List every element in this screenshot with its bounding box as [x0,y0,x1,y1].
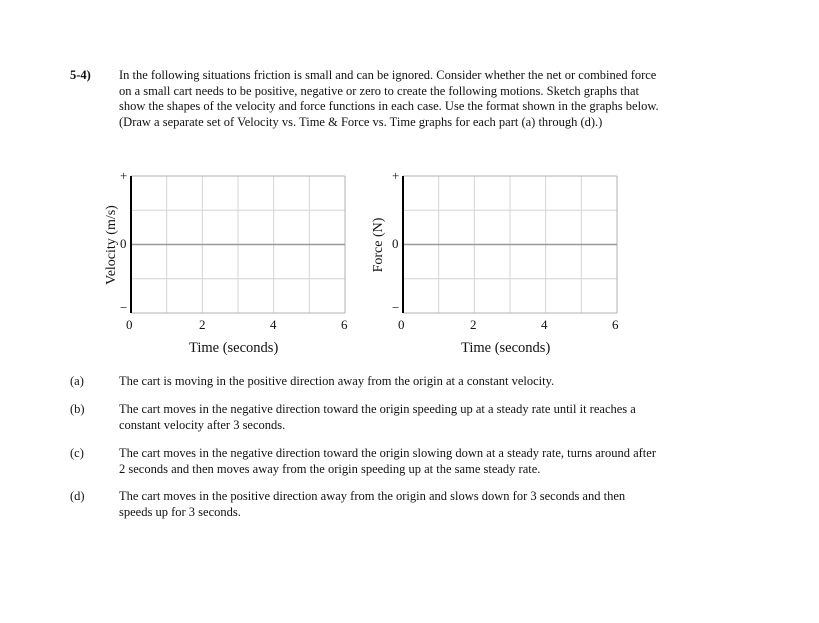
part-d-text: The cart moves in the positive direction away from the origin and slows down for 3 seconds and then speeds up for 3 seconds. [119,489,626,519]
part-b-text: The cart moves in the negative direction toward the origin speeding up at a steady rate until it reaches a constant velocity after 3 seconds. [119,402,636,432]
y-tick-plus: + [392,168,400,183]
time-axis-label: Time (seconds) [461,340,551,356]
part-c-label: (c) [70,446,84,460]
part-c-text: The cart moves in the negative direction toward the origin slowing down at a steady rate, turns around after 2 seconds and then moves away from the origin speeding up at the same steady rate. [119,446,656,476]
x-tick: 4 [541,317,548,332]
x-tick: 6 [341,317,348,332]
velocity-axis-label: Velocity (m/s) [104,205,119,285]
x-tick: 4 [270,317,277,332]
part-a-text: The cart is moving in the positive direction away from the origin at a constant velocity. [119,374,555,388]
x-tick: 2 [470,317,477,332]
x-tick: 2 [199,317,206,332]
velocity-grid [120,170,360,320]
part-b-label: (b) [70,402,85,416]
x-tick: 0 [126,317,133,332]
problem-number: 5-4) [70,68,91,82]
part-a-label: (a) [70,374,84,388]
force-axis-label: Force (N) [371,217,386,273]
y-tick-zero: 0 [120,236,127,251]
time-axis-label: Time (seconds) [189,340,279,356]
y-tick-minus: − [392,300,400,315]
part-d-label: (d) [70,489,85,503]
y-tick-zero: 0 [392,236,399,251]
problem-intro: In the following situations friction is small and can be ignored. Consider whether the net or combined force on a small cart needs to be positive, negative or zero to create the following motions. Sketch graphs that show the shapes of the velocity and force functions in each case. Use the format shown in the graphs below. (Draw a separate set of Velocity vs. Time & Force vs. Time graphs for each part (a) through (d).) [119,68,659,130]
x-tick: 0 [398,317,405,332]
y-tick-plus: + [120,168,128,183]
force-grid [392,170,632,320]
x-tick: 6 [612,317,619,332]
y-tick-minus: − [120,300,128,315]
